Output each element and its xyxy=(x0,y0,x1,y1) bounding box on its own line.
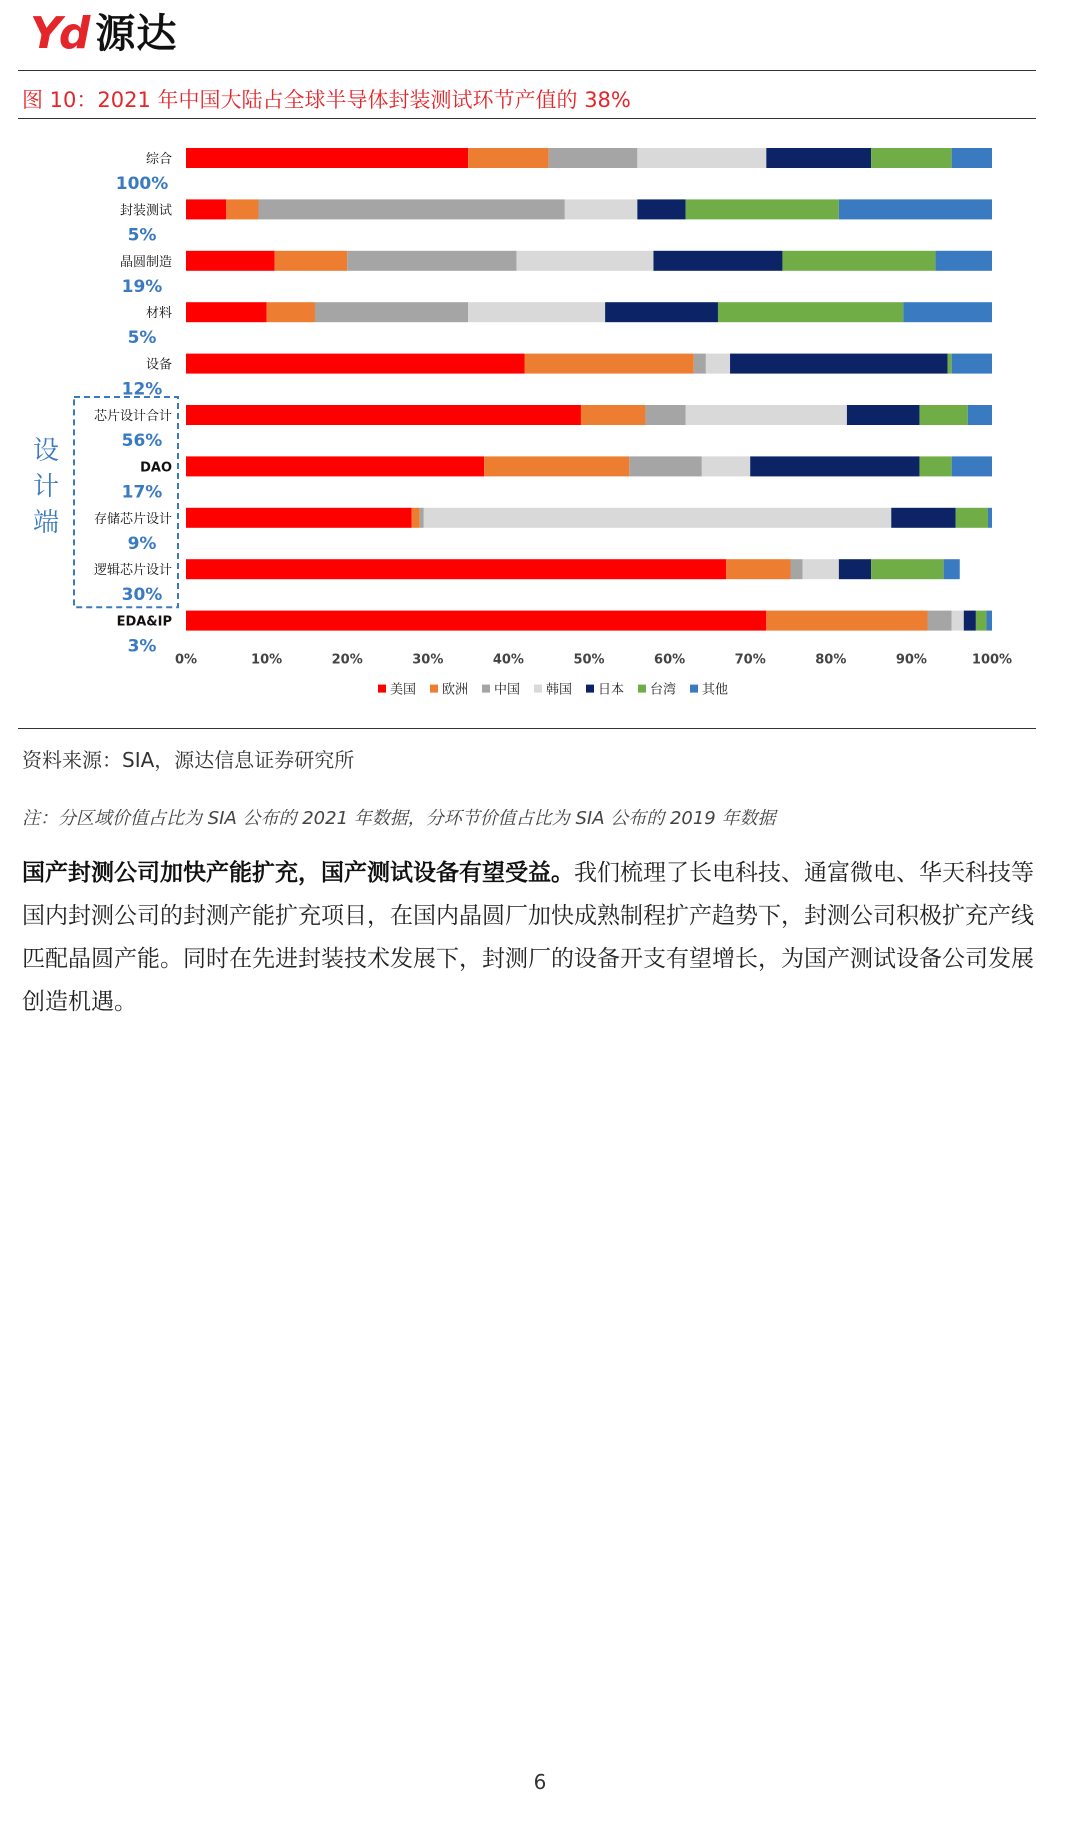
bar-segment xyxy=(347,251,516,271)
brand-logo xyxy=(30,10,177,58)
bar-segment xyxy=(968,405,992,425)
category-label: 逻辑芯片设计 xyxy=(93,563,172,579)
bar-segment xyxy=(694,354,706,374)
category-percent-label: 9% xyxy=(127,533,157,554)
bar-segment xyxy=(186,354,525,374)
category-label: 封装测试 xyxy=(119,203,172,219)
bar-segment xyxy=(839,559,871,579)
x-tick-label: 10% xyxy=(251,652,283,668)
bar-segment xyxy=(976,611,986,631)
bar-segment xyxy=(986,611,992,631)
x-tick-label: 90% xyxy=(895,652,927,668)
figure-bottom-divider xyxy=(18,728,1036,729)
bar-segment xyxy=(186,148,468,168)
category-percent-label: 30% xyxy=(121,585,163,606)
category-label: 芯片设计合计 xyxy=(93,409,172,424)
body-bold-lead: 国产封测公司加快产能扩充，国产测试设备有望受益。 xyxy=(22,860,574,886)
x-tick-label: 100% xyxy=(971,652,1013,668)
bar-segment xyxy=(686,199,839,219)
legend-swatch xyxy=(378,685,386,693)
bar-segment xyxy=(891,508,955,528)
bar-segment xyxy=(516,251,653,271)
category-label: 材料 xyxy=(145,306,172,322)
bar-segment xyxy=(420,508,424,528)
bar-segment xyxy=(766,148,871,168)
category-percent-label: 17% xyxy=(121,482,163,503)
bar-segment xyxy=(903,302,992,322)
bar-segment xyxy=(259,199,565,219)
bar-segment xyxy=(702,456,750,476)
bar-segment xyxy=(424,508,891,528)
category-label: EDA&IP xyxy=(116,614,172,630)
bar-segment xyxy=(952,456,992,476)
x-tick-label: 0% xyxy=(174,652,198,668)
category-percent-label: 5% xyxy=(127,225,157,246)
bar-segment xyxy=(186,508,412,528)
legend-swatch xyxy=(690,685,698,693)
page-number: 6 xyxy=(533,1770,547,1794)
x-tick-label: 50% xyxy=(573,652,605,668)
group-label-char: 计 xyxy=(32,472,60,502)
category-label: 存储芯片设计 xyxy=(93,511,172,527)
figure-title: 图 10：2021 年中国大陆占全球半导体封装测试环节产值的 38% xyxy=(22,88,631,112)
bar-segment xyxy=(605,302,718,322)
bar-segment xyxy=(750,456,919,476)
bar-segment xyxy=(637,199,685,219)
bar-segment xyxy=(944,559,960,579)
legend-swatch xyxy=(586,685,594,693)
category-percent-label: 56% xyxy=(121,431,163,451)
bar-segment xyxy=(549,148,638,168)
x-tick-label: 30% xyxy=(412,652,444,668)
stacked-bar-chart xyxy=(0,130,1080,720)
bar-segment xyxy=(871,559,944,579)
x-tick-label: 70% xyxy=(734,652,766,668)
bar-segment xyxy=(484,456,629,476)
logo-mark: Yd xyxy=(30,8,88,59)
category-label: 设备 xyxy=(145,357,172,373)
bar-segment xyxy=(718,302,903,322)
x-tick-label: 40% xyxy=(492,652,524,668)
legend-swatch xyxy=(534,685,542,693)
legend-label: 中国 xyxy=(494,682,521,698)
bar-segment xyxy=(186,559,726,579)
bar-segment xyxy=(186,611,766,631)
bar-segment xyxy=(952,611,964,631)
bar-segment xyxy=(948,354,952,374)
figure-title-divider xyxy=(18,118,1036,119)
bar-segment xyxy=(267,302,315,322)
legend-swatch xyxy=(482,685,490,693)
legend-swatch xyxy=(638,685,646,693)
category-percent-label: 100% xyxy=(115,174,169,194)
legend-label: 日本 xyxy=(598,682,625,698)
bar-segment xyxy=(791,559,803,579)
bar-segment xyxy=(629,456,702,476)
bar-segment xyxy=(964,611,976,631)
bar-segment xyxy=(928,611,952,631)
legend-label: 美国 xyxy=(390,682,417,698)
bar-segment xyxy=(803,559,839,579)
category-percent-label: 5% xyxy=(127,328,157,349)
legend-label: 韩国 xyxy=(546,682,573,698)
bar-segment xyxy=(226,199,258,219)
bar-segment xyxy=(565,199,638,219)
figure-note: 注：分区域价值占比为 SIA 公布的 2021 年数据，分环节价值占比为 SIA 公布的 2019 年数据 xyxy=(22,808,776,829)
category-label: 晶圆制造 xyxy=(119,254,172,270)
group-label-char: 设 xyxy=(32,436,60,466)
bar-segment xyxy=(782,251,935,271)
body-paragraph xyxy=(22,852,1034,1024)
bar-segment xyxy=(186,302,267,322)
bar-segment xyxy=(919,405,967,425)
bar-segment xyxy=(706,354,730,374)
bar-segment xyxy=(645,405,685,425)
category-percent-label: 3% xyxy=(127,636,157,657)
legend-label: 台湾 xyxy=(650,682,677,698)
category-label: DAO xyxy=(140,460,172,476)
bar-segment xyxy=(186,405,581,425)
logo-text: 源达 xyxy=(95,11,178,57)
bar-segment xyxy=(839,199,992,219)
legend-label: 其他 xyxy=(702,682,729,698)
bar-segment xyxy=(468,148,549,168)
bar-segment xyxy=(637,148,766,168)
x-tick-label: 80% xyxy=(815,652,847,668)
bar-segment xyxy=(186,199,226,219)
bar-segment xyxy=(525,354,694,374)
body-text: 我们梳理了长电科技、通富微电、华天科技等国内封测公司的封测产能扩充项目，在国内晶圆厂加快成熟制程扩产趋势下，封测公司积极扩充产线匹配晶圆产能。同时在先进封装技术发展下，封测厂的设备开支有望增长，为国产测试设备公司发展创造机遇。 xyxy=(22,860,1034,1015)
bar-segment xyxy=(956,508,988,528)
legend-label: 欧洲 xyxy=(442,682,469,698)
bar-segment xyxy=(952,148,992,168)
bar-segment xyxy=(871,148,952,168)
bar-segment xyxy=(952,354,992,374)
bar-segment xyxy=(919,456,951,476)
bar-segment xyxy=(412,508,420,528)
bar-segment xyxy=(186,251,275,271)
x-tick-label: 20% xyxy=(331,652,363,668)
bar-segment xyxy=(315,302,468,322)
bar-segment xyxy=(581,405,645,425)
category-percent-label: 12% xyxy=(121,379,163,400)
bar-segment xyxy=(468,302,605,322)
x-tick-label: 60% xyxy=(654,652,686,668)
bar-segment xyxy=(653,251,782,271)
figure-source: 资料来源：SIA，源达信息证券研究所 xyxy=(22,748,355,772)
bar-segment xyxy=(766,611,927,631)
bar-segment xyxy=(730,354,948,374)
bar-segment xyxy=(186,456,484,476)
category-percent-label: 19% xyxy=(121,276,163,297)
bar-segment xyxy=(936,251,992,271)
bar-segment xyxy=(275,251,348,271)
header-divider xyxy=(18,70,1036,71)
bar-segment xyxy=(988,508,992,528)
bar-segment xyxy=(726,559,790,579)
group-label-char: 端 xyxy=(32,508,60,538)
category-label: 综合 xyxy=(145,152,172,167)
legend-swatch xyxy=(430,685,438,693)
bar-segment xyxy=(686,405,847,425)
bar-segment xyxy=(847,405,920,425)
